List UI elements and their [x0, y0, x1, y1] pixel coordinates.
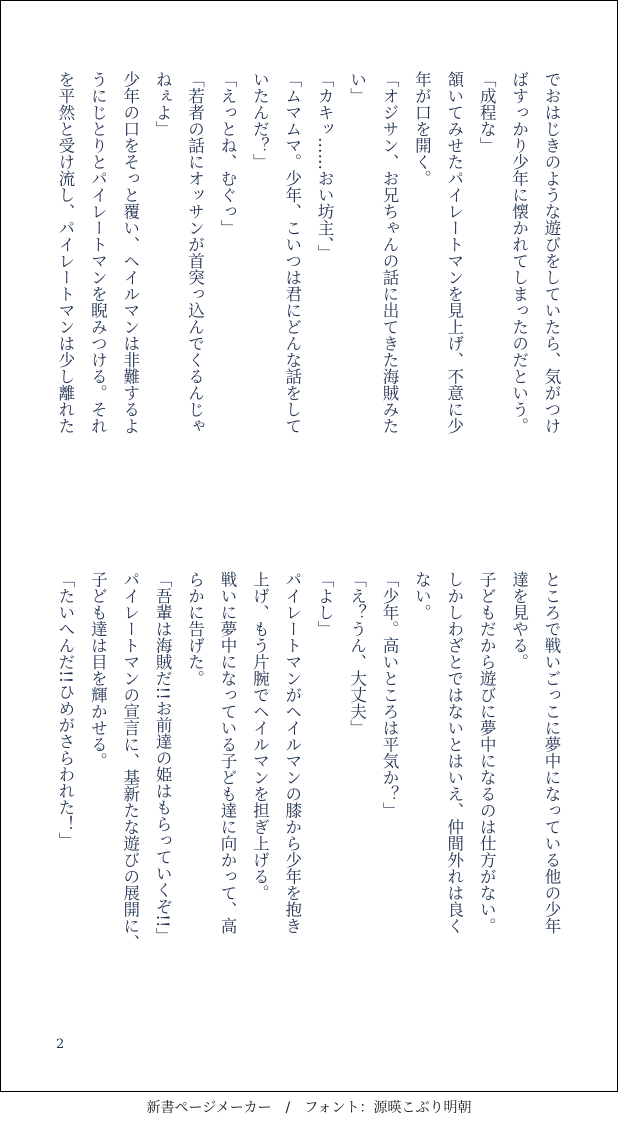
text-line: 達を見やる。 [509, 571, 529, 670]
text-line: らかに告げた。 [185, 571, 205, 687]
text-line: うにじとりとパイレートマンを睨みつける。それ [88, 71, 108, 434]
text-line: ねぇよ」 [153, 71, 173, 137]
text-line: でおはじきのような遊びをしていたら、気がつけ [542, 71, 561, 434]
text-line: ない。 [412, 571, 432, 621]
footer-credit: 新書ページメーカー / フォント：源暎こぶり明朝 [146, 1100, 472, 1116]
text-line: 「えっとね、むぐっ」 [217, 71, 237, 236]
text-line: 年が口を開く。 [412, 71, 432, 187]
text-line: 「吾輩は海賊だ!!お前達の姫はもらっていくぞ!!」 [153, 571, 173, 945]
text-line: 「オジサン、お兄ちゃんの話に出てきた海賊みた [379, 71, 399, 434]
text-line: 「たいへんだ!!ひめがさらわれた！」 [55, 571, 75, 849]
text-line: 「成程な」 [477, 71, 497, 154]
text-line: を平然と受け流し、パイレートマンは少し離れた [55, 71, 75, 434]
text-line: 少年の口をそっと覆い、ヘイルマンは非難するよ [120, 71, 140, 434]
text-line: 上げ、もう片腕でヘイルマンを担ぎ上げる。 [250, 571, 270, 901]
text-line: 子どもだから遊びに夢中になるのは仕方がない。 [477, 571, 497, 934]
upper-text-block [49, 71, 568, 531]
text-line: 「若者の話にオッサンが首突っ込んでくるんじゃ [185, 71, 205, 434]
text-line: 「少年。高いところは平気か？」 [379, 571, 399, 819]
text-line: 子ども達は目を輝かせる。 [88, 571, 108, 769]
text-line: 頷いてみせたパイレートマンを見上げ、不意に少 [444, 71, 464, 434]
text-line: 「よし」 [315, 571, 335, 637]
text-line: 「ムマムマ。少年、こいつは君にどんな話をして [282, 71, 302, 434]
text-line: ところで戦いごっこに夢中になっている他の少年 [542, 571, 561, 934]
page-number: 2 [56, 1037, 65, 1052]
text-line: 「カキッ……おい坊主、」 [315, 71, 335, 261]
text-line: ばすっかり少年に懐かれてしまったのだという。 [509, 71, 529, 434]
text-line: しかしわざとではないとはいえ、仲間外れは良く [444, 571, 464, 934]
text-line: パイレートマンの宣言に、基新たな遊びの展開に、 [120, 571, 140, 951]
text-line: いたんだ？」 [250, 71, 270, 170]
text-line: い」 [347, 71, 367, 104]
lower-text-block [49, 571, 568, 1031]
text-line: 「え？うん、大丈夫」 [347, 571, 367, 736]
text-line: パイレートマンがヘイルマンの膝から少年を抱き [282, 571, 302, 934]
text-line: 戦いに夢中になっている子ども達に向かって、高 [217, 571, 237, 934]
